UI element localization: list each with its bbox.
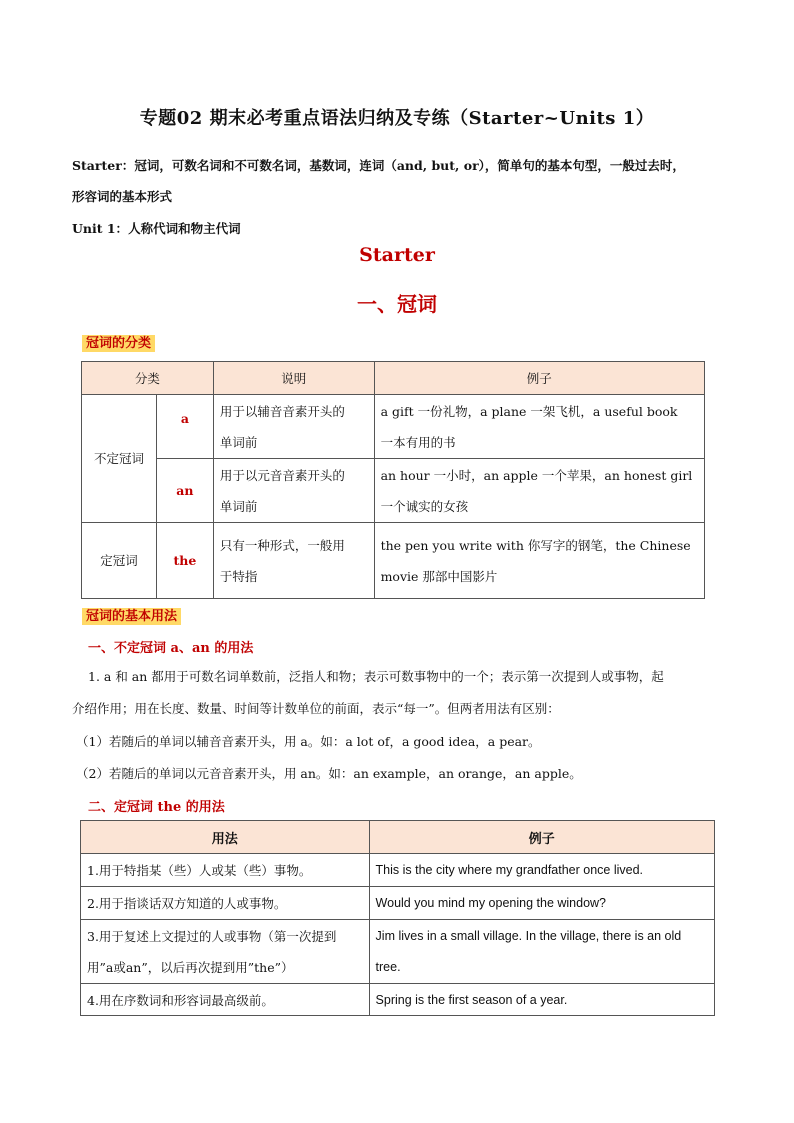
intro-unit1-line bbox=[72, 219, 241, 237]
header-example: 例子 bbox=[369, 821, 714, 854]
usage-tag: 冠词的基本用法 bbox=[82, 605, 181, 624]
header-example: 例子 bbox=[374, 362, 704, 395]
chapter-heading: 一、冠词 bbox=[357, 292, 437, 316]
example-cell: This is the city where my grandfather once lived. bbox=[369, 854, 714, 887]
usage-cell: 1.用于特指某（些）人或某（些）事物。 bbox=[81, 854, 370, 887]
usage-cell: 2.用于指谈话双方知道的人或事物。 bbox=[81, 887, 370, 920]
example-cell: Jim lives in a small village. In the village, there is an old tree. bbox=[369, 920, 714, 984]
definite-article-usage-table bbox=[80, 820, 715, 1016]
indefinite-label: 不定冠词 bbox=[82, 395, 157, 523]
header-usage: 用法 bbox=[81, 821, 370, 854]
article-classification-table bbox=[81, 361, 705, 599]
unit1-label: Unit 1： bbox=[72, 221, 129, 236]
paragraph-3: （2）若随后的单词以元音音素开头，用 an。如：an example，an orange，an apple。 bbox=[76, 766, 582, 781]
intro-starter-line-2: 形容词的基本形式 bbox=[72, 189, 173, 204]
paragraph-1-line-1: 1. a 和 an 都用于可数名词单数前，泛指人和物；表示可数事物中的一个；表示第一次提到人或事物，起 bbox=[88, 669, 664, 684]
paragraph-2: （1）若随后的单词以辅音音素开头，用 a。如：a lot of，a good idea，a pear。 bbox=[76, 734, 541, 749]
definite-label: 定冠词 bbox=[82, 523, 157, 599]
usage-cell: 3.用于复述上文提过的人或事物（第一次提到 用”a或an”，以后再次提到用”the”） bbox=[81, 920, 370, 984]
example-cell: Spring is the first season of a year. bbox=[369, 984, 714, 1016]
starter-text: 冠词，可数名词和不可数名词，基数词，连词（and, but, or），简单句的基本句型，一般过去时， bbox=[134, 158, 685, 173]
example-a: a gift 一份礼物，a plane 一架飞机，a useful book 一本有用的书 bbox=[374, 395, 704, 459]
starter-label: Starter： bbox=[72, 158, 135, 173]
sub-heading-indefinite: 一、不定冠词 a、an 的用法 bbox=[88, 641, 254, 656]
example-an: an hour 一小时，an apple 一个苹果，an honest girl 一个诚实的女孩 bbox=[374, 459, 704, 523]
classification-tag: 冠词的分类 bbox=[82, 332, 155, 351]
page-title: 专题02 期末必考重点语法归纳及专练（Starter~Units 1） bbox=[139, 108, 655, 129]
desc-an: 用于以元音音素开头的 单词前 bbox=[213, 459, 374, 523]
desc-a: 用于以辅音音素开头的 单词前 bbox=[213, 395, 374, 459]
paragraph-1-line-2: 介绍作用；用在长度、数量、时间等计数单位的前面，表示“每一”。但两者用法有区别： bbox=[72, 701, 560, 716]
section-heading: Starter bbox=[359, 244, 435, 266]
header-category: 分类 bbox=[82, 362, 214, 395]
usage-cell: 4.用在序数词和形容词最高级前。 bbox=[81, 984, 370, 1016]
example-the: the pen you write with 你写字的钢笔，the Chinese movie 那部中国影片 bbox=[374, 523, 704, 599]
example-cell: Would you mind my opening the window? bbox=[369, 887, 714, 920]
intro-starter-line bbox=[72, 156, 685, 174]
article-an: an bbox=[156, 459, 213, 523]
unit1-text: 人称代词和物主代词 bbox=[128, 221, 241, 236]
sub-heading-definite: 二、定冠词 the 的用法 bbox=[88, 800, 225, 815]
header-description: 说明 bbox=[213, 362, 374, 395]
article-a: a bbox=[156, 395, 213, 459]
article-the: the bbox=[156, 523, 213, 599]
desc-the: 只有一种形式，一般用 于特指 bbox=[213, 523, 374, 599]
